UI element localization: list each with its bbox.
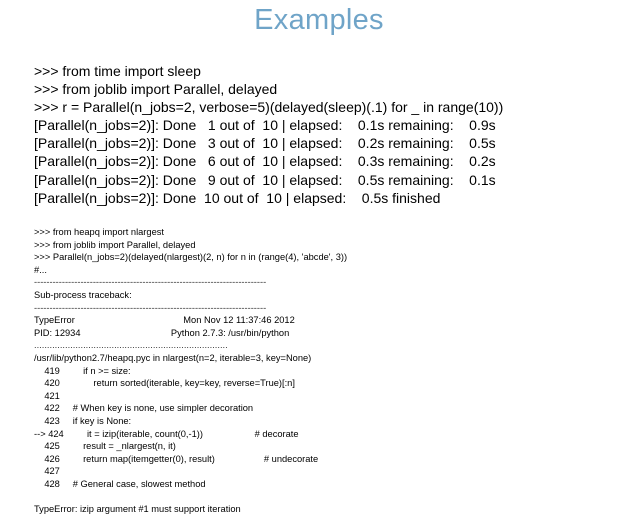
traceback-line: 428 # General case, slowest method	[34, 478, 206, 489]
code-line: >>> Parallel(n_jobs=2)(delayed(nlargest)(2, n) for n in (range(4), 'abcde', 3))	[34, 252, 348, 263]
parallel-sleep-example	[34, 62, 503, 207]
output-line: [Parallel(n_jobs=2)]: Done 6 out of 10 | elapsed: 0.3s remaining: 0.2s	[34, 153, 496, 170]
traceback-line: 427	[34, 466, 60, 477]
output-line: [Parallel(n_jobs=2)]: Done 9 out of 10 | elapsed: 0.5s remaining: 0.1s	[34, 171, 496, 188]
traceback-line: 423 if key is None:	[34, 415, 132, 426]
code-line: >>> from heapq import nlargest	[34, 227, 164, 237]
separator-line: ---------------------------------------------------------------------------	[34, 277, 267, 288]
traceback-example	[34, 226, 347, 516]
code-line: >>> from joblib import Parallel, delayed	[34, 239, 196, 250]
output-line: [Parallel(n_jobs=2)]: Done 1 out of 10 | elapsed: 0.1s remaining: 0.9s	[34, 117, 496, 134]
traceback-line: 420 return sorted(iterable, key=key, reverse=True)[:n]	[34, 378, 295, 389]
traceback-line: TypeError Mon Nov 12 11:37:46 2012	[34, 315, 295, 326]
separator-line: ...........................................................................	[34, 340, 228, 351]
traceback-line: 426 return map(itemgetter(0), result) # undecorate	[34, 453, 319, 464]
traceback-line: PID: 12934 Python 2.7.3: /usr/bin/python	[34, 327, 290, 338]
traceback-line: 419 if n >= size:	[34, 365, 131, 376]
separator-line: ---------------------------------------------------------------------------	[34, 302, 267, 313]
code-line: >>> r = Parallel(n_jobs=2, verbose=5)(delayed(sleep)(.1) for _ in range(10))	[34, 99, 504, 116]
traceback-line: 422 # When key is none, use simpler decoration	[34, 403, 254, 414]
traceback-line: /usr/lib/python2.7/heapq.pyc in nlargest(n=2, iterable=3, key=None)	[34, 352, 312, 363]
code-line: #...	[34, 264, 47, 275]
traceback-line: Sub-process traceback:	[34, 289, 132, 300]
output-line: [Parallel(n_jobs=2)]: Done 3 out of 10 | elapsed: 0.2s remaining: 0.5s	[34, 135, 496, 152]
traceback-line: --> 424 it = izip(iterable, count(0,-1)) # decorate	[34, 428, 299, 439]
code-line: >>> from time import sleep	[34, 63, 201, 79]
code-line: >>> from joblib import Parallel, delayed	[34, 81, 278, 98]
traceback-line: 425 result = _nlargest(n, it)	[34, 441, 176, 452]
output-line: [Parallel(n_jobs=2)]: Done 10 out of 10 | elapsed: 0.5s finished	[34, 189, 441, 206]
blank-line	[34, 490, 347, 503]
slide-title: Examples	[254, 4, 384, 36]
traceback-line: 421	[34, 390, 60, 401]
error-message: TypeError: izip argument #1 must support iteration	[34, 504, 241, 515]
